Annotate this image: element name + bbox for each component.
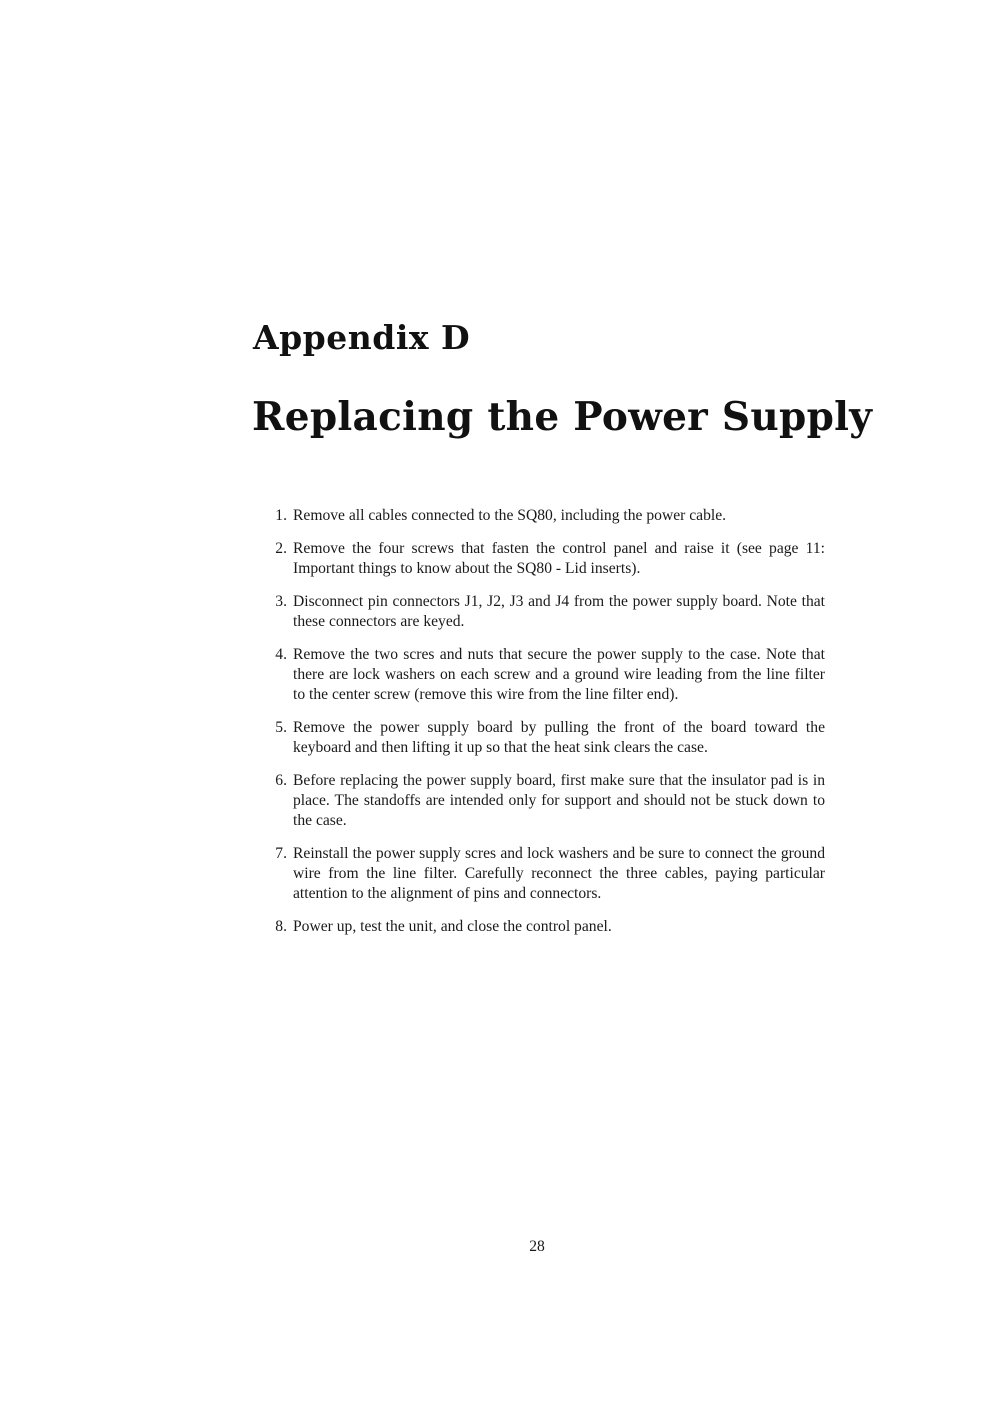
list-item bbox=[253, 506, 825, 526]
step-text: Before replacing the power supply board, first make sure that the insulator pad is in place. The standoffs are intended only for support and should not be stuck down to the case. bbox=[293, 772, 825, 829]
step-text: Remove the four screws that fasten the control panel and raise it (see page 11: Important things to know about the SQ80 - Lid inserts). bbox=[293, 540, 825, 577]
step-text: Reinstall the power supply scres and lock washers and be sure to connect the ground wire from the line filter. Carefully reconnect the three cables, paying particular attention to the alignment of pins and connectors. bbox=[293, 845, 825, 902]
list-item bbox=[253, 771, 825, 831]
step-number: 1. bbox=[275, 507, 287, 524]
step-number: 7. bbox=[275, 845, 287, 862]
page-number: 28 bbox=[529, 1238, 545, 1255]
list-item bbox=[253, 592, 825, 632]
step-number: 2. bbox=[275, 540, 287, 557]
step-text: Remove the power supply board by pulling the front of the board toward the keyboard and then lifting it up so that the heat sink clears the case. bbox=[293, 719, 825, 756]
step-text: Remove the two scres and nuts that secure the power supply to the case. Note that there are lock washers on each screw and a ground wire leading from the line filter to the center screw (remove this wire from the line filter end). bbox=[293, 646, 825, 703]
step-number: 3. bbox=[275, 593, 287, 610]
list-item bbox=[253, 917, 825, 937]
list-item bbox=[253, 645, 825, 705]
step-number: 8. bbox=[275, 918, 287, 935]
step-number: 5. bbox=[275, 719, 287, 736]
chapter-title: Replacing the Power Supply bbox=[252, 394, 873, 440]
step-text: Remove all cables connected to the SQ80, including the power cable. bbox=[293, 507, 727, 524]
list-item bbox=[253, 844, 825, 904]
step-number: 4. bbox=[275, 646, 287, 663]
appendix-label: Appendix D bbox=[253, 318, 471, 357]
step-number: 6. bbox=[275, 772, 287, 789]
step-text: Power up, test the unit, and close the control panel. bbox=[293, 918, 612, 935]
list-item bbox=[253, 718, 825, 758]
list-item bbox=[253, 539, 825, 579]
steps-list bbox=[253, 506, 825, 950]
step-text: Disconnect pin connectors J1, J2, J3 and J4 from the power supply board. Note that these connectors are keyed. bbox=[293, 593, 825, 630]
